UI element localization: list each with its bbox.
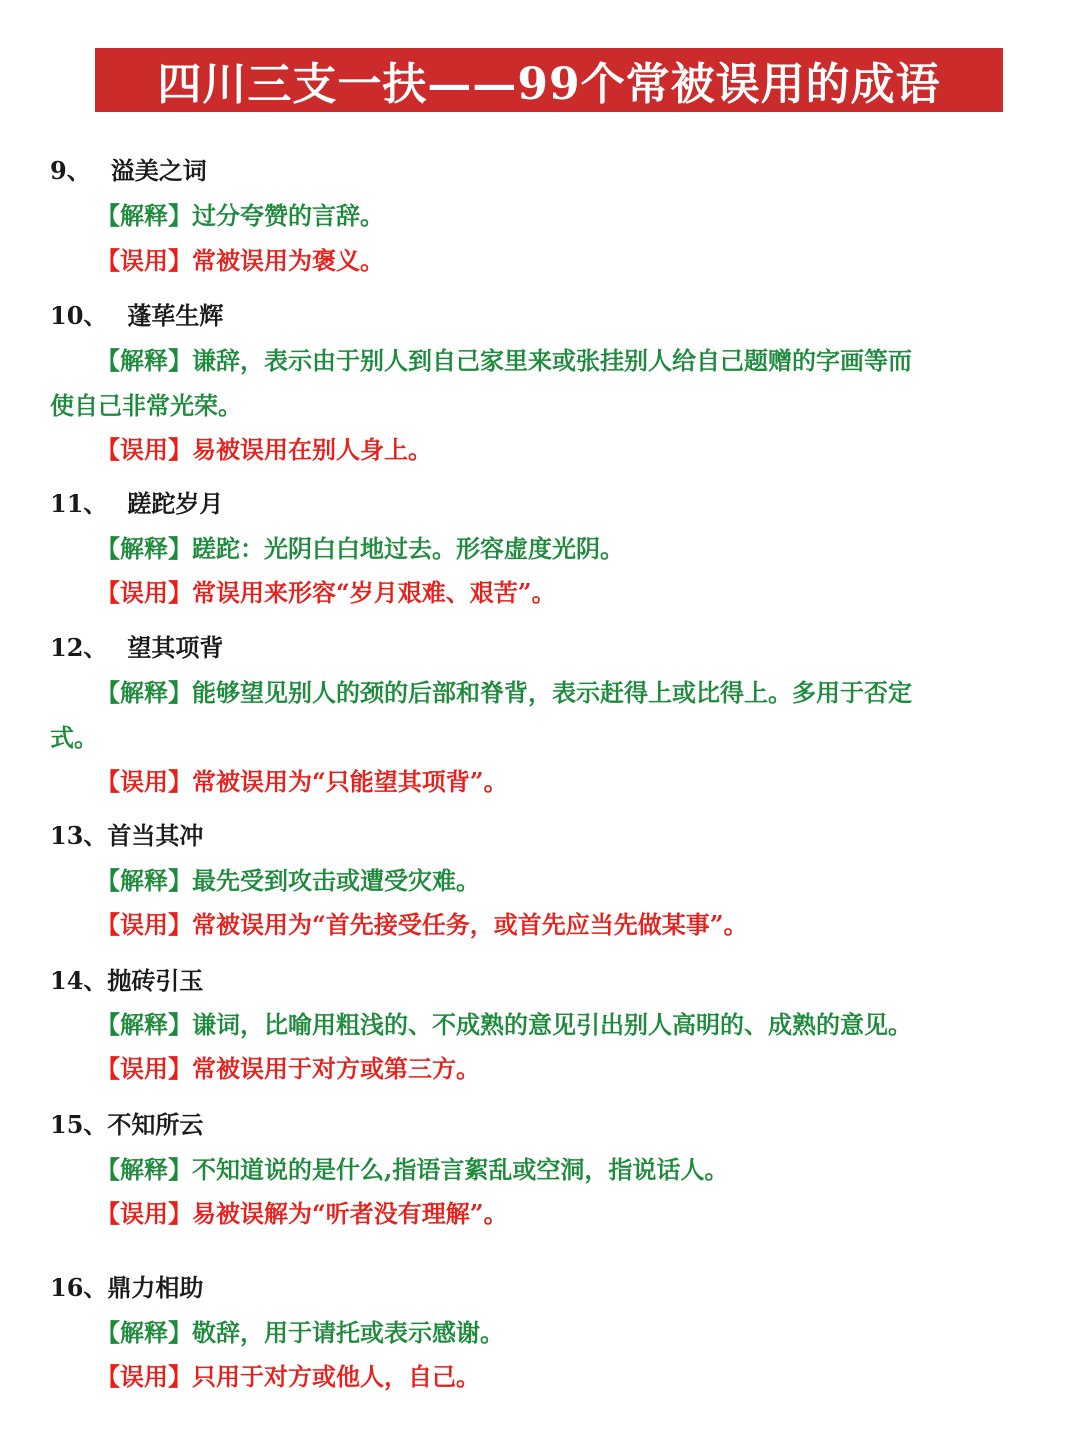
entry-explanation: 【解释】最先受到攻击或遭受灾难。 bbox=[96, 866, 480, 895]
entry-heading bbox=[50, 1273, 203, 1303]
entry-misuse: 【误用】易被误用在别人身上。 bbox=[96, 435, 432, 464]
entry-number: 16、 bbox=[50, 1273, 108, 1302]
entry-heading bbox=[50, 301, 223, 331]
entry-heading bbox=[50, 156, 207, 186]
entry-idiom: 鼎力相助 bbox=[107, 1273, 204, 1302]
entry-number: 14、 bbox=[50, 966, 108, 995]
entry-explanation: 【解释】蹉跎：光阴白白地过去。形容虚度光阴。 bbox=[96, 534, 624, 563]
entry-misuse: 【误用】常被误用为“首先接受任务，或首先应当先做某事”。 bbox=[96, 910, 748, 939]
entry-number: 12、 bbox=[50, 633, 108, 662]
entry-number: 11、 bbox=[50, 489, 108, 518]
entry-number: 13、 bbox=[50, 821, 108, 850]
entry-misuse: 【误用】常误用来形容“岁月艰难、艰苦”。 bbox=[96, 578, 556, 607]
entry-heading bbox=[50, 1110, 203, 1140]
entry-number: 9、 bbox=[50, 156, 91, 185]
entry-heading bbox=[50, 489, 223, 519]
entry-misuse: 【误用】只用于对方或他人，自己。 bbox=[96, 1362, 480, 1391]
entry-number: 15、 bbox=[50, 1110, 108, 1139]
entry-explanation-continued: 使自己非常光荣。 bbox=[50, 391, 242, 420]
entry-idiom: 不知所云 bbox=[107, 1110, 204, 1139]
entry-heading bbox=[50, 821, 203, 851]
page-title: 四川三支一扶——99个常被误用的成语 bbox=[157, 59, 941, 110]
title-banner bbox=[95, 48, 1003, 112]
entry-idiom: 溢美之词 bbox=[110, 156, 207, 185]
entry-heading bbox=[50, 966, 203, 996]
entry-misuse: 【误用】常被误用于对方或第三方。 bbox=[96, 1054, 480, 1083]
entry-idiom: 望其项背 bbox=[127, 633, 224, 662]
entry-explanation: 【解释】不知道说的是什么,指语言絮乱或空洞，指说话人。 bbox=[96, 1155, 729, 1184]
entry-idiom: 蓬荜生辉 bbox=[127, 301, 224, 330]
entry-explanation: 【解释】谦词，比喻用粗浅的、不成熟的意见引出别人高明的、成熟的意见。 bbox=[96, 1010, 912, 1039]
entry-heading bbox=[50, 633, 223, 663]
entry-idiom: 蹉跎岁月 bbox=[127, 489, 224, 518]
entry-explanation: 【解释】敬辞，用于请托或表示感谢。 bbox=[96, 1318, 504, 1347]
entry-explanation: 【解释】能够望见别人的颈的后部和脊背，表示赶得上或比得上。多用于否定 bbox=[96, 678, 912, 707]
entry-explanation: 【解释】谦辞，表示由于别人到自己家里来或张挂别人给自己题赠的字画等而 bbox=[96, 346, 912, 375]
entry-misuse: 【误用】常被误用为“只能望其项背”。 bbox=[96, 767, 508, 796]
entry-number: 10、 bbox=[50, 301, 108, 330]
entry-explanation: 【解释】过分夸赞的言辞。 bbox=[96, 201, 384, 230]
entry-idiom: 抛砖引玉 bbox=[107, 966, 204, 995]
entry-misuse: 【误用】常被误用为褒义。 bbox=[96, 246, 384, 275]
entry-idiom: 首当其冲 bbox=[107, 821, 204, 850]
entry-misuse: 【误用】易被误解为“听者没有理解”。 bbox=[96, 1199, 508, 1228]
entry-explanation-continued: 式。 bbox=[50, 723, 98, 752]
